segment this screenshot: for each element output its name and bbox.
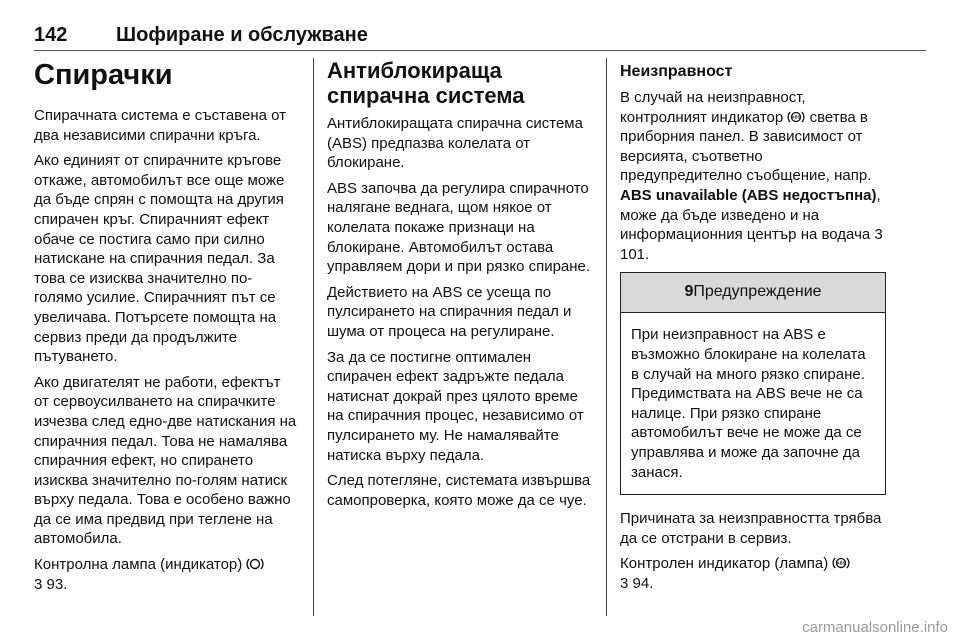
warning-triangle-icon: 9	[684, 283, 694, 301]
paragraph: Действието на ABS се усеща по пулсирането на спирачния педал и шума от процеса на регулиране.	[327, 283, 572, 340]
paragraph: Ако двигателят не работи, ефектът от сервоусилването на спирачките изчезва след едно-две натискания на спирачния педал. Това не намалява спирачния ефект, но спирането изисква значително по-голям натиск върху педала. Това е особено важно да се има предвид при теглене на автомобила.	[34, 373, 297, 548]
paragraph-indicator	[620, 554, 886, 593]
paragraph: Спирачната система е съставена от два независими спирачни кръга.	[34, 107, 287, 144]
page-reference[interactable]: 101.	[620, 245, 650, 263]
brake-warning-icon	[246, 555, 264, 575]
paragraph: За да се постигне оптимален спирачен ефект задръжте педала натиснат докрай през цялото време на спирачния процес, независимо от пулсирането му. Не намалявайте натиска върху педала.	[327, 348, 584, 464]
abs-icon	[832, 554, 850, 574]
message-text: ABS unavailable (ABS недостъпна)	[620, 186, 877, 204]
page-reference-arrow: 3	[620, 574, 629, 592]
section-title-brakes: Спирачки	[34, 59, 173, 91]
section-title-fault: Неизправност	[620, 63, 733, 80]
header-divider	[34, 50, 926, 51]
running-title: Шофиране и обслужване	[116, 24, 368, 46]
paragraph: Причината за неизправността трябва да се отстрани в сервиз.	[620, 510, 882, 547]
paragraph-indicator	[34, 555, 298, 594]
paragraph-fault	[620, 88, 886, 264]
page-reference[interactable]: 93.	[46, 575, 68, 593]
paragraph: След потегляне, системата извършва самопроверка, която може да се чуе.	[327, 472, 591, 509]
svg-text:ABS: ABS	[792, 114, 801, 120]
watermark: carmanualsonline.info	[802, 619, 948, 636]
page-header	[34, 24, 926, 52]
warning-box	[620, 272, 886, 495]
warning-body	[621, 313, 885, 494]
page-reference-arrow: 3	[34, 575, 43, 593]
paragraph: Антиблокиращата спирачна система (ABS) предпазва колелата от блокиране.	[327, 115, 583, 172]
column-abs	[327, 58, 597, 516]
page-reference[interactable]: 94.	[632, 574, 654, 592]
abs-icon	[787, 108, 805, 128]
warning-header	[621, 273, 885, 313]
page-reference-arrow: 3	[874, 226, 883, 244]
text-run: В случай на неизправност, контролният индикатор	[620, 89, 806, 126]
svg-text:ABS: ABS	[837, 560, 846, 566]
paragraph: Ако единият от спирачните кръгове откаже, автомобилът все още може да бъде спрян с помощта на другия спирачен кръг. Спирачният ефект обаче се постига само при силно натискане на спирачния педал. За това се изисква значително по-голямо усилие. Спирачният път се увеличава. Потърсете помощта на сервиз преди да продължите пътуването.	[34, 152, 285, 366]
column-fault	[620, 58, 886, 599]
column-divider	[606, 58, 607, 616]
indicator-label: Контролен индикатор (лампа)	[620, 555, 829, 573]
page-number: 142	[34, 24, 68, 46]
text-run: светва в приборния панел. В зависимост от версията, съответно предупредително съобщение, напр.	[620, 108, 872, 185]
column-divider	[313, 58, 314, 616]
warning-text: При неизправност на ABS е възможно блокиране на колелата в случай на много рязко спиране. Предимствата на ABS вече не са налице. При рязко спиране автомобилът вече не може да се управлява и може да започне да занася.	[631, 326, 866, 481]
column-brakes	[34, 58, 298, 600]
paragraph: ABS започва да регулира спирачното налягане веднага, щом някое от колелата покаже признаци на блокиране. Автомобилът остава управляем дори и при рязко спиране.	[327, 179, 591, 276]
text-run: , може да бъде изведено и на информационния център на водача	[620, 186, 881, 244]
section-title-abs: Антиблокираща спирачна система	[327, 58, 525, 108]
warning-title: Предупреждение	[693, 283, 822, 301]
indicator-label: Контролна лампа (индикатор)	[34, 556, 243, 574]
